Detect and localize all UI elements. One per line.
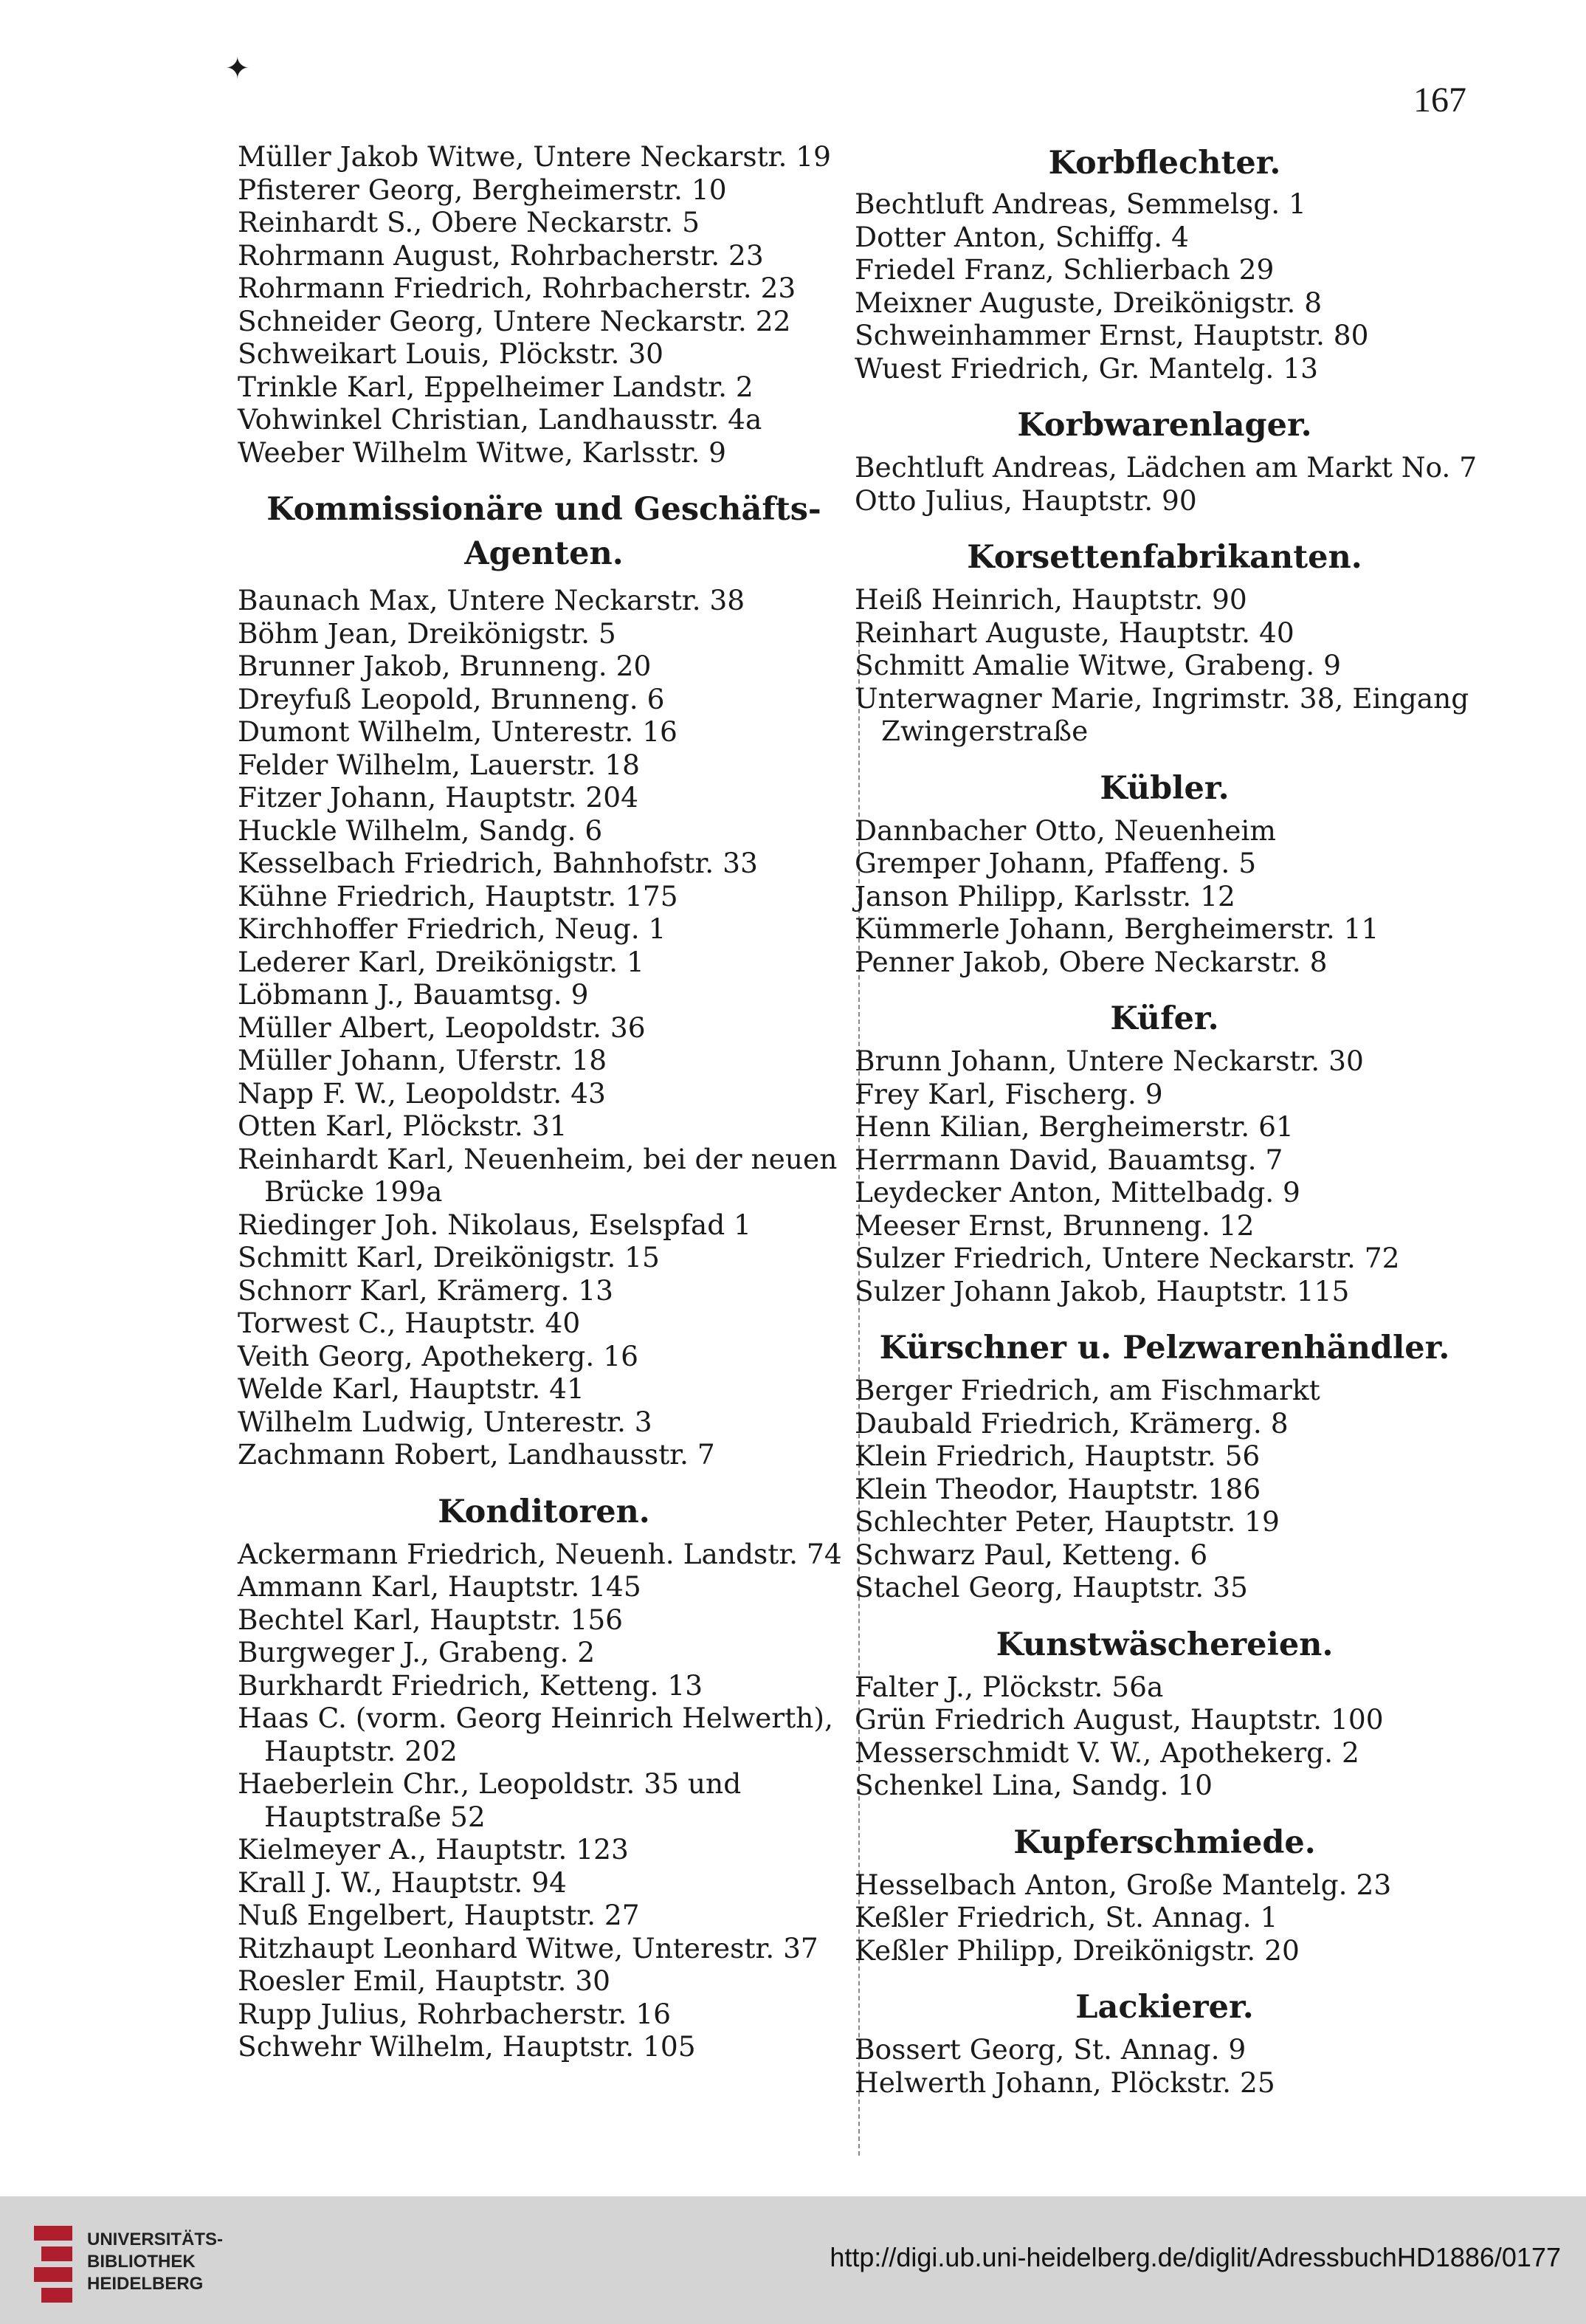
directory-entry: Welde Karl, Hauptstr. 41 [238, 1372, 585, 1405]
entries-konditoren [238, 1538, 850, 2063]
directory-entry: Schnorr Karl, Krämerg. 13 [238, 1273, 614, 1307]
directory-entry: Helwerth Johann, Plöckstr. 25 [855, 2066, 1275, 2099]
corner-mark: ✦ [225, 52, 250, 86]
entries-kuebler [855, 814, 1475, 979]
directory-entry: Kesselbach Friedrich, Bahnhofstr. 33 [238, 847, 758, 879]
directory-entry: Fitzer Johann, Hauptstr. 204 [238, 781, 638, 814]
directory-entry: Schweinhammer Ernst, Hauptstr. 80 [855, 319, 1369, 351]
directory-entry: Dannbacher Otto, Neuenheim [855, 814, 1276, 847]
directory-entry: Reinhardt S., Obere Neckarstr. 5 [238, 206, 700, 238]
directory-entry: Daubald Friedrich, Krämerg. 8 [855, 1406, 1289, 1440]
directory-entry: Rohrmann Friedrich, Rohrbacherstr. 23 [238, 272, 796, 304]
directory-entry: Kirchhoffer Friedrich, Neug. 1 [238, 912, 666, 945]
page-number: 167 [1413, 80, 1466, 120]
directory-entry: Schwarz Paul, Ketteng. 6 [855, 1538, 1208, 1571]
directory-entry: Janson Philipp, Karlsstr. 12 [855, 879, 1235, 912]
directory-entry: Lederer Karl, Dreikönigstr. 1 [238, 945, 644, 978]
directory-entry: Brunn Johann, Untere Neckarstr. 30 [855, 1045, 1364, 1077]
directory-entry: Zachmann Robert, Landhausstr. 7 [238, 1438, 715, 1471]
directory-entry: Krall J. W., Hauptstr. 94 [238, 1866, 567, 1899]
directory-entry: Schenkel Lina, Sandg. 10 [855, 1769, 1213, 1801]
directory-entry: Müller Johann, Uferstr. 18 [238, 1044, 607, 1076]
entries-lackierer [855, 2033, 1475, 2099]
entries-top [238, 140, 850, 469]
directory-entry: Wuest Friedrich, Gr. Mantelg. 13 [855, 351, 1318, 385]
directory-entry: Ritzhaupt Leonhard Witwe, Unterestr. 37 [238, 1931, 818, 1964]
directory-entry: Bossert Georg, St. Annag. 9 [855, 2033, 1247, 2066]
directory-entry: Meeser Ernst, Brunneng. 12 [855, 1209, 1255, 1242]
right-column [855, 140, 1478, 2099]
directory-entry: Stachel Georg, Hauptstr. 35 [855, 1571, 1248, 1603]
directory-entry: Bechtluft Andreas, Lädchen am Markt No. 7 [855, 451, 1478, 484]
directory-entry: Huckle Wilhelm, Sandg. 6 [238, 814, 603, 847]
directory-entry: Otten Karl, Plöckstr. 31 [238, 1110, 568, 1142]
directory-entry: Otto Julius, Hauptstr. 90 [855, 484, 1197, 517]
directory-entry: Messerschmidt V. W., Apothekerg. 2 [855, 1736, 1359, 1769]
directory-entry: Ackermann Friedrich, Neuenh. Landstr. 74 [238, 1537, 842, 1570]
directory-entry: Vohwinkel Christian, Landhausstr. 4a [238, 403, 762, 436]
directory-entry: Gremper Johann, Pfaffeng. 5 [855, 847, 1257, 879]
entries-kuerschner [855, 1374, 1475, 1604]
section-heading-kupferschmiede: Kupferschmiede. [1013, 1823, 1316, 1861]
directory-entry: Dotter Anton, Schiffg. 4 [855, 220, 1189, 253]
directory-entry: Sulzer Friedrich, Untere Neckarstr. 72 [855, 1242, 1400, 1274]
entries-kupferschmiede [855, 1869, 1475, 1967]
directory-entry: Müller Albert, Leopoldstr. 36 [238, 1011, 646, 1044]
section-heading-kuefer: Küfer. [1110, 1000, 1219, 1037]
section-heading-konditoren: Konditoren. [438, 1493, 650, 1530]
section-heading-kommissionaere: Kommissionäre und Geschäfts- [266, 491, 821, 528]
directory-entry: Burkhardt Friedrich, Ketteng. 13 [238, 1668, 703, 1702]
directory-entry: Schmitt Amalie Witwe, Grabeng. 9 [855, 649, 1341, 681]
section-heading-korbflechter: Korbflechter. [1048, 145, 1281, 182]
directory-entry: Baunach Max, Untere Neckarstr. 38 [238, 584, 745, 616]
directory-entry: Schweikart Louis, Plöckstr. 30 [238, 337, 664, 370]
section-heading-kuebler: Kübler. [1100, 769, 1230, 807]
directory-entry: Heiß Heinrich, Hauptstr. 90 [855, 583, 1247, 616]
section-heading-korbwarenlager: Korbwarenlager. [1017, 407, 1312, 444]
directory-entry: Kühne Friedrich, Hauptstr. 175 [238, 879, 678, 912]
library-name [87, 2229, 223, 2295]
entries-korbwarenlager [855, 451, 1478, 517]
directory-entry: Napp F. W., Leopoldstr. 43 [238, 1076, 606, 1110]
directory-entry: Friedel Franz, Schlierbach 29 [855, 253, 1275, 286]
directory-entry: Falter J., Plöckstr. 56a [855, 1670, 1164, 1703]
library-name-line2: BIBLIOTHEK [87, 2252, 196, 2272]
entries-kommissionaere [238, 584, 850, 1471]
directory-entry: Rupp Julius, Rohrbacherstr. 16 [238, 1997, 671, 2030]
entries-kuefer [855, 1045, 1475, 1307]
directory-entry: Herrmann David, Bauamtsg. 7 [855, 1143, 1283, 1176]
directory-entry: Bechtluft Andreas, Semmelsg. 1 [855, 188, 1306, 220]
directory-entry: Grün Friedrich August, Hauptstr. 100 [855, 1703, 1384, 1736]
directory-entry: Klein Friedrich, Hauptstr. 56 [855, 1440, 1261, 1472]
library-logo-icon [34, 2226, 72, 2303]
source-url-link[interactable]: http://digi.ub.uni-heidelberg.de/diglit/AdressbuchHD1886/0177 [830, 2242, 1561, 2272]
directory-entry: Müller Jakob Witwe, Untere Neckarstr. 19 [238, 140, 832, 173]
directory-entry: Dreyfuß Leopold, Brunneng. 6 [238, 682, 665, 715]
entries-korsettenfabrikanten [855, 583, 1475, 748]
directory-entry: Frey Karl, Fischerg. 9 [855, 1077, 1163, 1110]
directory-entry: Löbmann J., Bauamtsg. 9 [238, 978, 589, 1011]
entries-kunstwaeschereien [855, 1671, 1475, 1802]
directory-entry: Reinhardt Karl, Neuenheim, bei der neuen Brücke 199a [238, 1142, 838, 1208]
directory-entry: Böhm Jean, Dreikönigstr. 5 [238, 616, 616, 650]
directory-entry: Bechtel Karl, Hauptstr. 156 [238, 1603, 624, 1636]
directory-entry: Schlechter Peter, Hauptstr. 19 [855, 1505, 1280, 1538]
directory-entry: Sulzer Johann Jakob, Hauptstr. 115 [855, 1274, 1350, 1307]
directory-entry: Brunner Jakob, Brunneng. 20 [238, 650, 652, 682]
directory-entry: Keßler Philipp, Dreikönigstr. 20 [855, 1933, 1300, 1967]
section-heading-agenten: Agenten. [464, 535, 624, 572]
directory-entry: Burgweger J., Grabeng. 2 [238, 1636, 596, 1668]
section-heading-kunstwaeschereien: Kunstwäschereien. [996, 1626, 1334, 1663]
directory-entry: Keßler Friedrich, St. Annag. 1 [855, 1901, 1278, 1933]
footer-bar [0, 2196, 1586, 2324]
directory-entry: Haeberlein Chr., Leopoldstr. 35 und Hauptstraße 52 [238, 1767, 742, 1833]
section-heading-lackierer: Lackierer. [1075, 1989, 1254, 2026]
directory-entry: Rohrmann August, Rohrbacherstr. 23 [238, 238, 764, 272]
directory-entry: Trinkle Karl, Eppelheimer Landstr. 2 [238, 370, 754, 403]
left-column [238, 140, 850, 2063]
directory-entry: Dumont Wilhelm, Unterestr. 16 [238, 715, 678, 748]
section-heading-kuerschner: Kürschner u. Pelzwarenhändler. [879, 1330, 1450, 1366]
directory-entry: Hesselbach Anton, Große Mantelg. 23 [855, 1868, 1392, 1901]
directory-entry: Klein Theodor, Hauptstr. 186 [855, 1472, 1261, 1505]
directory-entry: Schwehr Wilhelm, Hauptstr. 105 [238, 2030, 696, 2063]
directory-entry: Haas C. (vorm. Georg Heinrich Helwerth), Hauptstr. 202 [238, 1702, 833, 1767]
directory-entry: Roesler Emil, Hauptstr. 30 [238, 1964, 611, 1997]
directory-entry: Berger Friedrich, am Fischmarkt [855, 1374, 1320, 1406]
directory-entry: Wilhelm Ludwig, Unterestr. 3 [238, 1405, 652, 1438]
directory-entry: Riedinger Joh. Nikolaus, Eselspfad 1 [238, 1208, 751, 1241]
directory-entry: Unterwagner Marie, Ingrimstr. 38, Eingang Zwingerstraße [855, 681, 1469, 747]
directory-entry: Kümmerle Johann, Bergheimerstr. 11 [855, 912, 1379, 945]
directory-entry: Penner Jakob, Obere Neckarstr. 8 [855, 945, 1328, 978]
directory-entry: Schmitt Karl, Dreikönigstr. 15 [238, 1241, 660, 1273]
library-name-line3: HEIDELBERG [87, 2274, 204, 2294]
library-name-line1: UNIVERSITÄTS- [87, 2230, 224, 2249]
section-heading-korsettenfabrikanten: Korsettenfabrikanten. [967, 539, 1362, 576]
directory-entry: Schneider Georg, Untere Neckarstr. 22 [238, 304, 791, 337]
directory-entry: Felder Wilhelm, Lauerstr. 18 [238, 748, 641, 781]
directory-entry: Reinhart Auguste, Hauptstr. 40 [855, 616, 1294, 649]
directory-entry: Weeber Wilhelm Witwe, Karlsstr. 9 [238, 436, 727, 469]
entries-korbflechter [855, 188, 1475, 385]
directory-entry: Pfisterer Georg, Bergheimerstr. 10 [238, 173, 727, 206]
directory-entry: Torwest C., Hauptstr. 40 [238, 1307, 581, 1339]
directory-entry: Meixner Auguste, Dreikönigstr. 8 [855, 286, 1323, 319]
directory-entry: Ammann Karl, Hauptstr. 145 [238, 1570, 641, 1603]
directory-entry: Henn Kilian, Bergheimerstr. 61 [855, 1110, 1294, 1143]
directory-entry: Leydecker Anton, Mittelbadg. 9 [855, 1176, 1300, 1209]
directory-entry: Veith Georg, Apothekerg. 16 [238, 1339, 638, 1372]
directory-entry: Nuß Engelbert, Hauptstr. 27 [238, 1899, 640, 1931]
directory-entry: Kielmeyer A., Hauptstr. 123 [238, 1833, 629, 1866]
